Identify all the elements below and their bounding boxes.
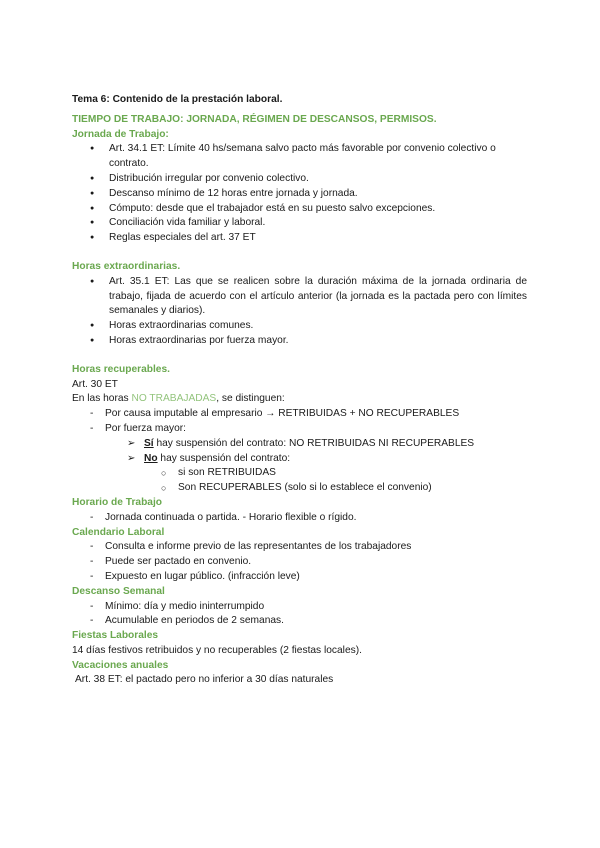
list-item: ● Descanso mínimo de 12 horas entre jornada y jornada.	[72, 187, 542, 202]
list-item: ● Conciliación vida familiar y laboral.	[72, 216, 542, 231]
list-item: ● Art. 34.1 ET: Límite 40 hs/semana salvo pacto más favorable por convenio colectivo o contrato.	[72, 142, 529, 172]
circle-item: ○ si son RETRIBUIDAS	[72, 466, 542, 481]
fiestas-text: 14 días festivos retribuidos y no recuperables (2 fiestas locales).	[72, 644, 362, 656]
section-heading-recuperables: Horas recuperables.	[72, 363, 170, 375]
section-heading-vacaciones: Vacaciones anuales	[72, 659, 169, 671]
list-item: ● Horas extraordinarias por fuerza mayor.	[72, 334, 542, 349]
document-page	[72, 93, 542, 688]
section-heading-calendario: Calendario Laboral	[72, 526, 165, 538]
section-heading-semanal: Descanso Semanal	[72, 585, 165, 597]
vacaciones-text: Art. 38 ET: el pactado pero no inferior a 30 días naturales	[75, 674, 334, 686]
recuperables-intro: En las horas NO TRABAJADAS, se distinguen:	[72, 393, 285, 405]
circle-bullet-icon: ○	[161, 483, 167, 494]
list-item: - Jornada continuada o partida. - Horario flexible o rígido.	[72, 511, 542, 526]
list-item: ● Horas extraordinarias comunes.	[72, 319, 542, 334]
circle-bullet-icon: ○	[161, 468, 167, 479]
list-item: - Acumulable en periodos de 2 semanas.	[72, 614, 542, 629]
recuperables-art: Art. 30 ET	[72, 378, 118, 390]
section-heading-jornada: Jornada de Trabajo:	[72, 128, 169, 140]
extra-list	[72, 275, 542, 349]
list-item: ● Cómputo: desde que el trabajador está en su puesto salvo excepciones.	[72, 202, 542, 217]
calendario-list	[72, 540, 542, 584]
list-item: ● Reglas especiales del art. 37 ET	[72, 231, 542, 246]
circle-item: ○ Son RECUPERABLES (solo si lo establece el convenio)	[72, 481, 542, 496]
arrow-item-si: ➢ Sí hay suspensión del contrato: NO RETRIBUIDAS NI RECUPERABLES	[72, 437, 542, 452]
page-title: Tema 6: Contenido de la prestación laboral.	[72, 94, 283, 105]
arrow-bullet-icon: ➢	[127, 437, 136, 449]
list-item: - Expuesto en lugar público. (infracción leve)	[72, 570, 542, 585]
list-item: - Consulta e informe previo de las representantes de los trabajadores	[72, 540, 542, 555]
list-item: ● Distribución irregular por convenio colectivo.	[72, 172, 542, 187]
list-item: ● Art. 35.1 ET: Las que se realicen sobre la duración máxima de la jornada ordinaria de trabajo, fijada de acuerdo con el artículo anterior (la jornada es la pactada pero con límites semanales y diarios).	[72, 275, 527, 319]
horario-list	[72, 511, 542, 526]
arrow-bullet-icon: ➢	[127, 452, 136, 464]
section-heading-fiestas: Fiestas Laborales	[72, 630, 159, 642]
jornada-list	[72, 142, 542, 246]
list-item: - Mínimo: día y medio ininterrumpido	[72, 600, 542, 615]
list-item: - Por causa imputable al empresario → RETRIBUIDAS + NO RECUPERABLES	[72, 407, 542, 422]
section-heading-tiempo: TIEMPO DE TRABAJO: JORNADA, RÉGIMEN DE DESCANSOS, PERMISOS.	[72, 113, 437, 125]
section-heading-horario: Horario de Trabajo	[72, 496, 163, 508]
list-item: - Por fuerza mayor:	[72, 422, 542, 437]
semanal-list	[72, 600, 542, 630]
arrow-item-no: ➢ No hay suspensión del contrato:	[72, 452, 542, 467]
list-item: - Puede ser pactado en convenio.	[72, 555, 542, 570]
section-heading-extra: Horas extraordinarias.	[72, 260, 181, 272]
highlight-no-trabajadas: NO TRABAJADAS	[131, 393, 217, 405]
recuperables-list	[72, 407, 542, 437]
